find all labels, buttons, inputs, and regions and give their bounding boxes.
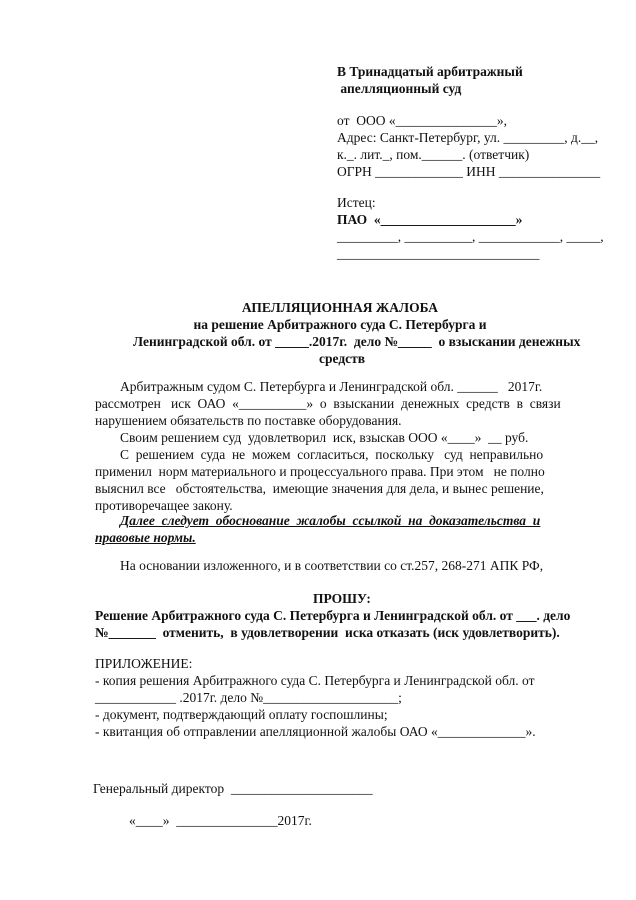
- attachment-item1-line2: ____________ .2017г. дело №____________________;: [95, 690, 402, 705]
- body-p2: Своим решением суд удовлетворил иск, взыскав ООО «____» __ руб.: [120, 430, 529, 445]
- title-line2: Ленинградской обл. от _____.2017г. дело №_____ о взыскании денежных: [133, 334, 581, 349]
- sender-from: от ООО «_______________»,: [337, 113, 507, 128]
- attachments-heading: ПРИЛОЖЕНИЕ:: [95, 656, 193, 671]
- plaintiff-label: Истец:: [337, 195, 376, 210]
- body-p3-line2: применил норм материального и процессуального права. При этом не полно: [95, 464, 545, 479]
- plaintiff-line2: ______________________________: [337, 246, 540, 261]
- plaintiff-name: ПАО «____________________»: [337, 212, 523, 227]
- sender-address2: к._. лит._, пом.______. (ответчик): [337, 147, 530, 162]
- attachment-item2: - документ, подтверждающий оплату госпошлины;: [95, 707, 388, 722]
- sender-address: Адрес: Санкт-Петербург, ул. _________, д.__,: [337, 130, 599, 145]
- sender-ogrn-inn: ОГРН _____________ ИНН _______________: [337, 164, 601, 179]
- request-line2: №_______ отменить, в удовлетворении иска отказать (иск удовлетворить).: [95, 625, 560, 640]
- recipient-court-line1: В Тринадцатый арбитражный: [337, 64, 523, 79]
- title-line1: на решение Арбитражного суда С. Петербурга и: [193, 317, 487, 332]
- plaintiff-line1: _________, __________, ____________, _____,: [337, 229, 604, 244]
- title-line3: средств: [319, 351, 366, 366]
- body-p3-line4: противоречащее закону.: [95, 498, 233, 513]
- request-heading: ПРОШУ:: [313, 591, 371, 606]
- document-title: АПЕЛЛЯЦИОННАЯ ЖАЛОБА: [241, 300, 439, 315]
- body-p3-line3: выяснил все обстоятельства, имеющие значения для дела, и вынес решение,: [95, 481, 544, 496]
- signature-line: Генеральный директор _____________________: [93, 781, 373, 796]
- body-p1-line2: рассмотрен иск ОАО «__________» о взыскании денежных средств в связи: [95, 396, 561, 411]
- recipient-court-line2: апелляционный суд: [337, 81, 462, 96]
- body-p5: На основании изложенного, и в соответствии со ст.257, 268-271 АПК РФ,: [120, 558, 544, 573]
- body-p3-line1: С решением суда не можем согласиться, поскольку суд неправильно: [120, 447, 544, 462]
- body-p1-line3: нарушением обязательств по поставке оборудования.: [95, 413, 402, 428]
- body-p4-line2: правовые нормы.: [95, 530, 196, 545]
- signature-date: «____» _______________2017г.: [129, 813, 312, 828]
- attachment-item1-line1: - копия решения Арбитражного суда С. Петербурга и Ленинградской обл. от: [95, 673, 535, 688]
- attachment-item3: - квитанция об отправлении апелляционной жалобы ОАО «_____________».: [95, 724, 536, 739]
- body-p4-line1: Далее следует обоснование жалобы ссылкой на доказательства и: [120, 513, 541, 528]
- body-p1-line1: Арбитражным судом С. Петербурга и Ленинградской обл. ______ 2017г.: [120, 379, 543, 394]
- request-line1: Решение Арбитражного суда С. Петербурга и Ленинградской обл. от ___. дело: [95, 608, 571, 623]
